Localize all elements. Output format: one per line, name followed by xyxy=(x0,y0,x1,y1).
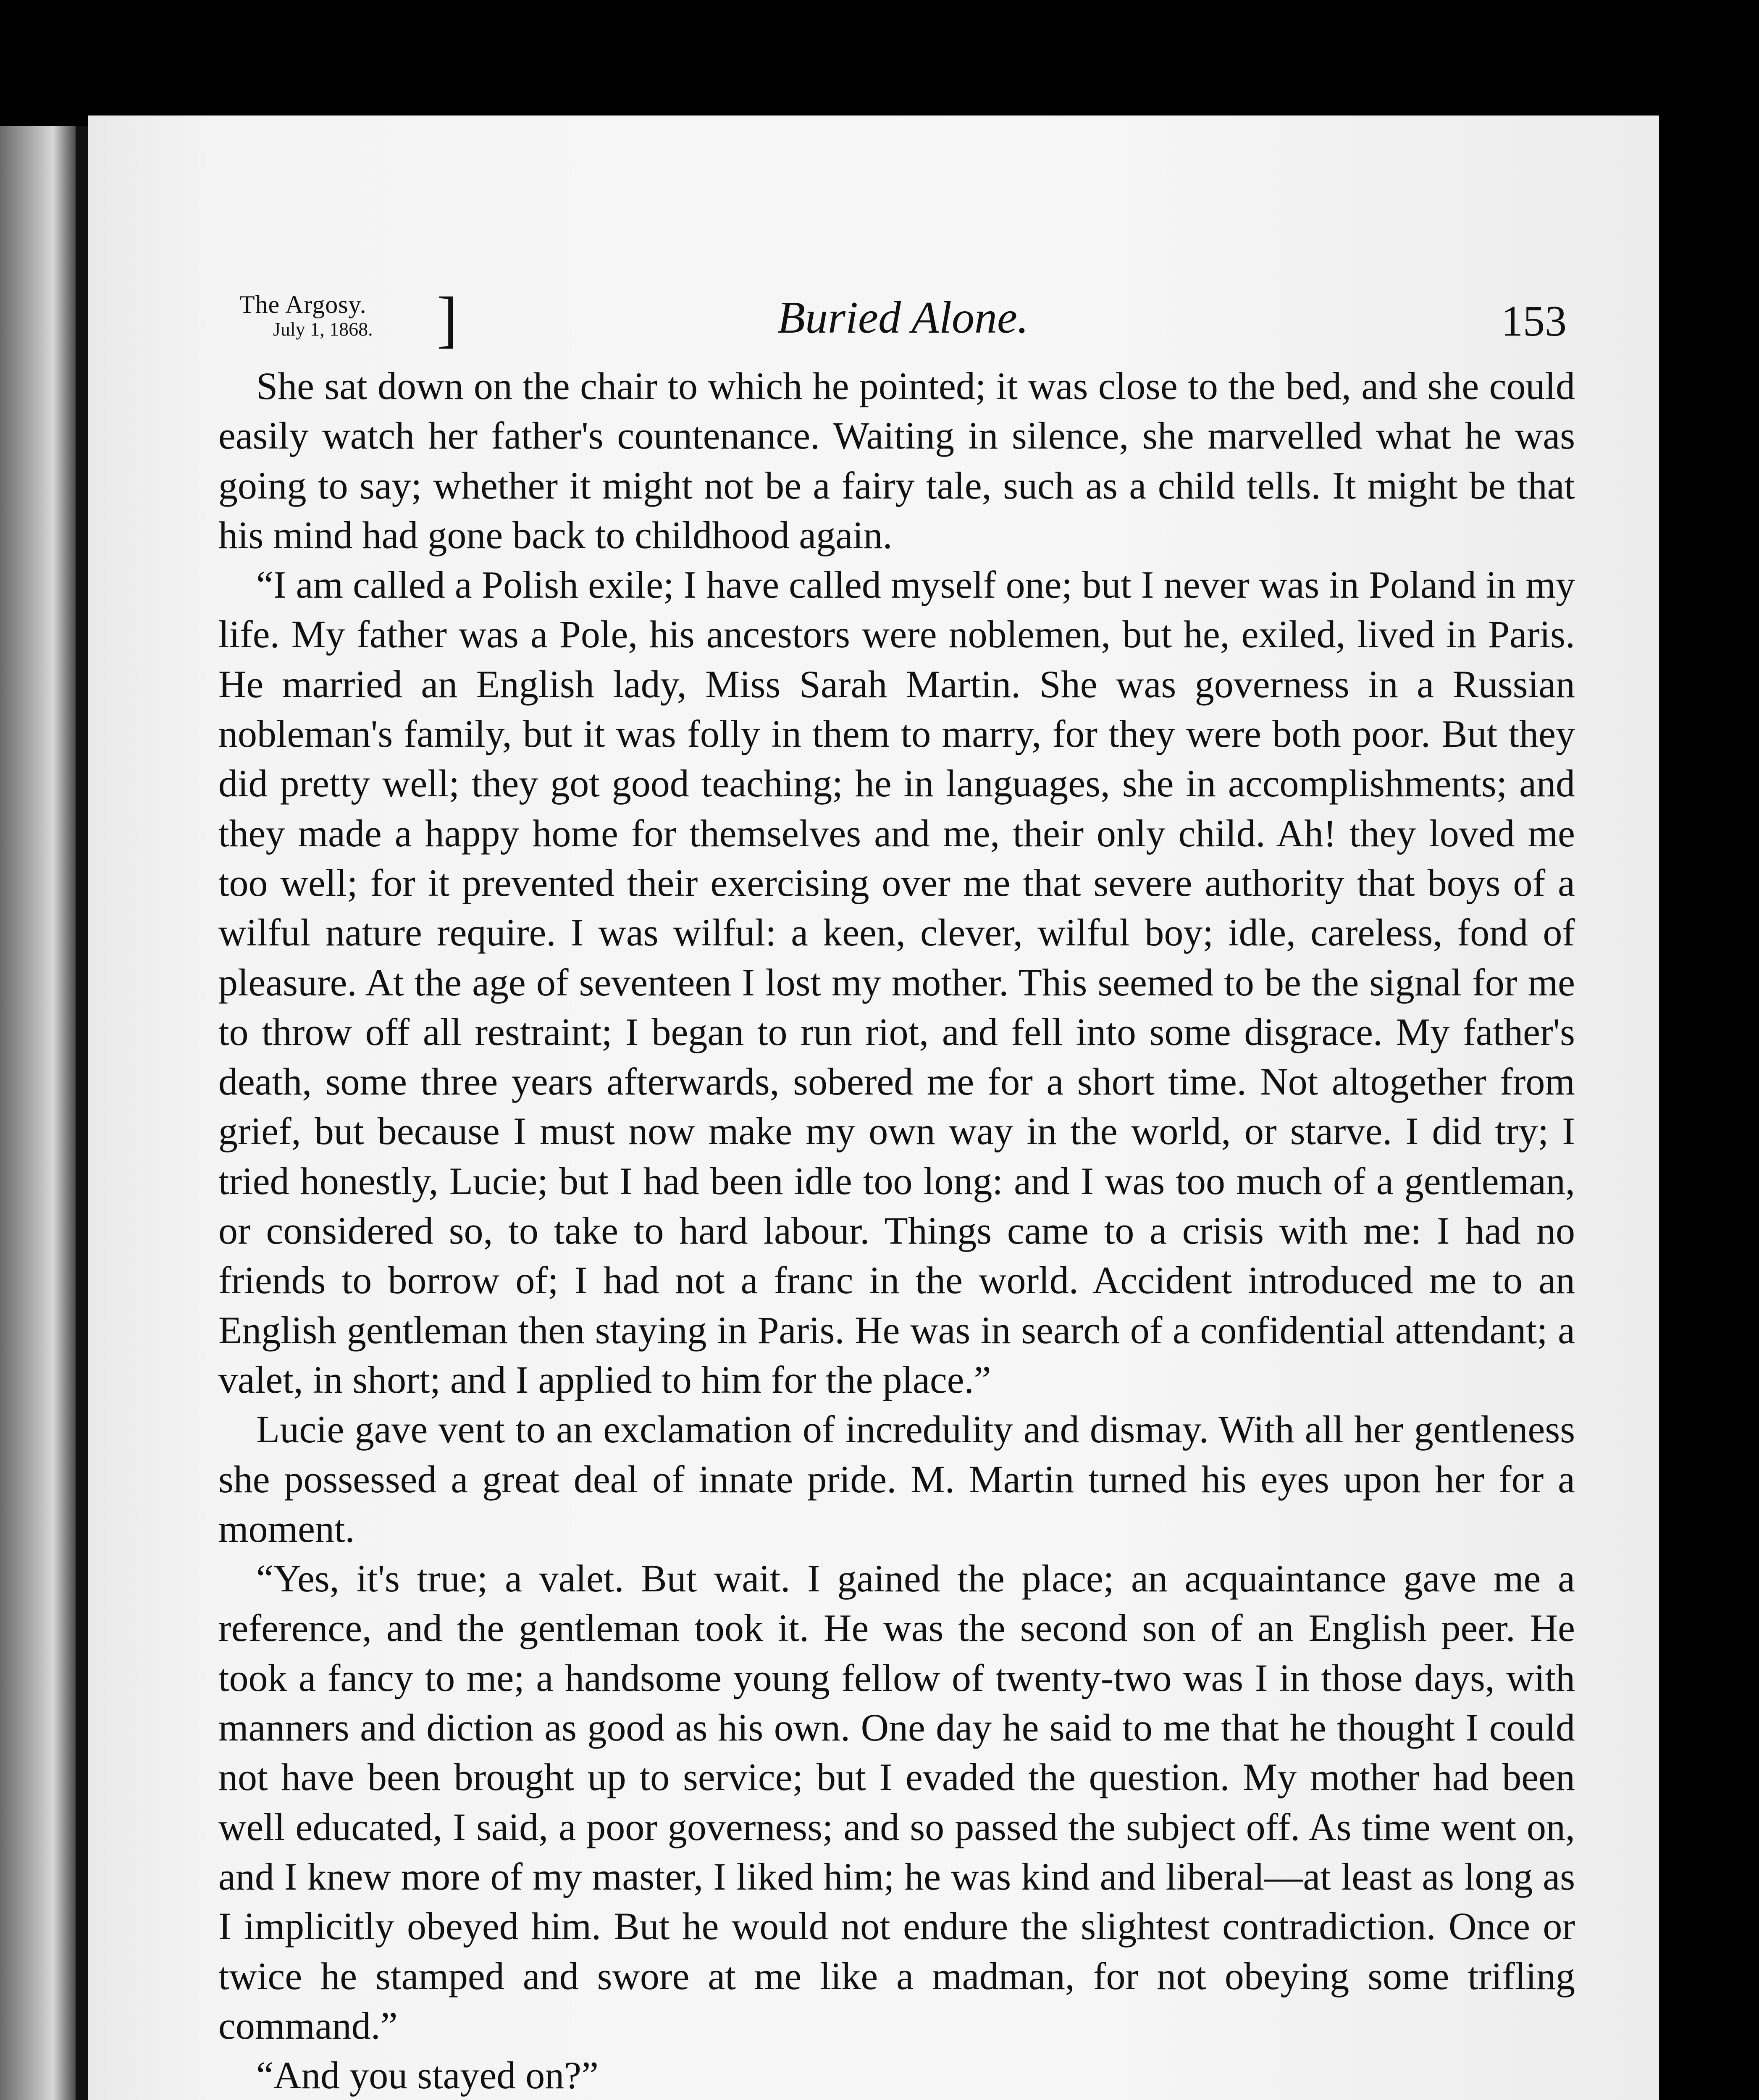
source-magazine: The Argosy. xyxy=(239,291,367,318)
page-number: 153 xyxy=(1501,297,1567,345)
body-text xyxy=(218,361,1575,2100)
header-bracket: ] xyxy=(437,284,458,354)
running-title: Buried Alone. xyxy=(777,293,1029,343)
facing-page-edge xyxy=(0,126,76,2100)
paragraph: Lucie gave vent to an exclamation of incredulity and dismay. With all her gentleness she possessed a great deal of innate pride. M. Martin turned his eyes upon her for a moment. xyxy=(218,1408,1575,1550)
paragraph: “Yes, it's true; a valet. But wait. I gained the place; an acquaintance gave me a reference, and the gentleman took it. He was the second son of an English peer. He took a fancy to me; a handsome young fellow of twenty-two was I in those days, with manners and diction as good as his own. One day he said to me that he thought I could not have been brought up to service; but I evaded the question. My mother had been well educated, I said, a poor governess; and so passed the subject off. As time went on, and I knew more of my master, I liked him; he was kind and liberal—at least as long as I implicitly obeyed him. But he would not endure the slightest contradiction. Once or twice he stamped and swore at me like a madman, for not obeying some trifling command.” xyxy=(218,1557,1575,2047)
paragraph: “And you stayed on?” xyxy=(256,2054,599,2097)
paragraph: She sat down on the chair to which he pointed; it was close to the bed, and she could easily watch her father's countenance. Waiting in silence, she marvelled what he was going to say; whether it might not be a fairy tale, such as a child tells. It might be that his mind had gone back to childhood again. xyxy=(218,365,1575,556)
book-gutter xyxy=(76,126,88,2100)
paragraph: “I am called a Polish exile; I have called myself one; but I never was in Poland in my life. My father was a Pole, his ancestors were noblemen, but he, exiled, lived in Paris. He married an English lady, Miss Sarah Martin. She was governess in a Russian nobleman's family, but it was folly in them to marry, for they were both poor. But they did pretty well; they got good teaching; he in languages, she in accomplishments; and they made a happy home for themselves and me, their only child. Ah! they loved me too well; for it prevented their exercising over me that severe authority that boys of a wilful nature require. I was wilful: a keen, clever, wilful boy; idle, careless, fond of pleasure. At the age of seventeen I lost my mother. This seemed to be the signal for me to throw off all restraint; I began to run riot, and fell into some disgrace. My father's death, some three years afterwards, sobered me for a short time. Not altogether from grief, but because I must now make my own way in the world, or starve. I did try; I tried honestly, Lucie; but I had been idle too long: and I was too much of a gentleman, or considered so, to take to hard labour. Things came to a crisis with me: I had no friends to borrow of; I had not a franc in the world. Accident introduced me to an English gentleman then staying in Paris. He was in search of a confidential attendant; a valet, in short; and I applied to him for the place.” xyxy=(218,563,1575,1401)
source-date: July 1, 1868. xyxy=(273,318,373,340)
book-page xyxy=(88,116,1659,2100)
